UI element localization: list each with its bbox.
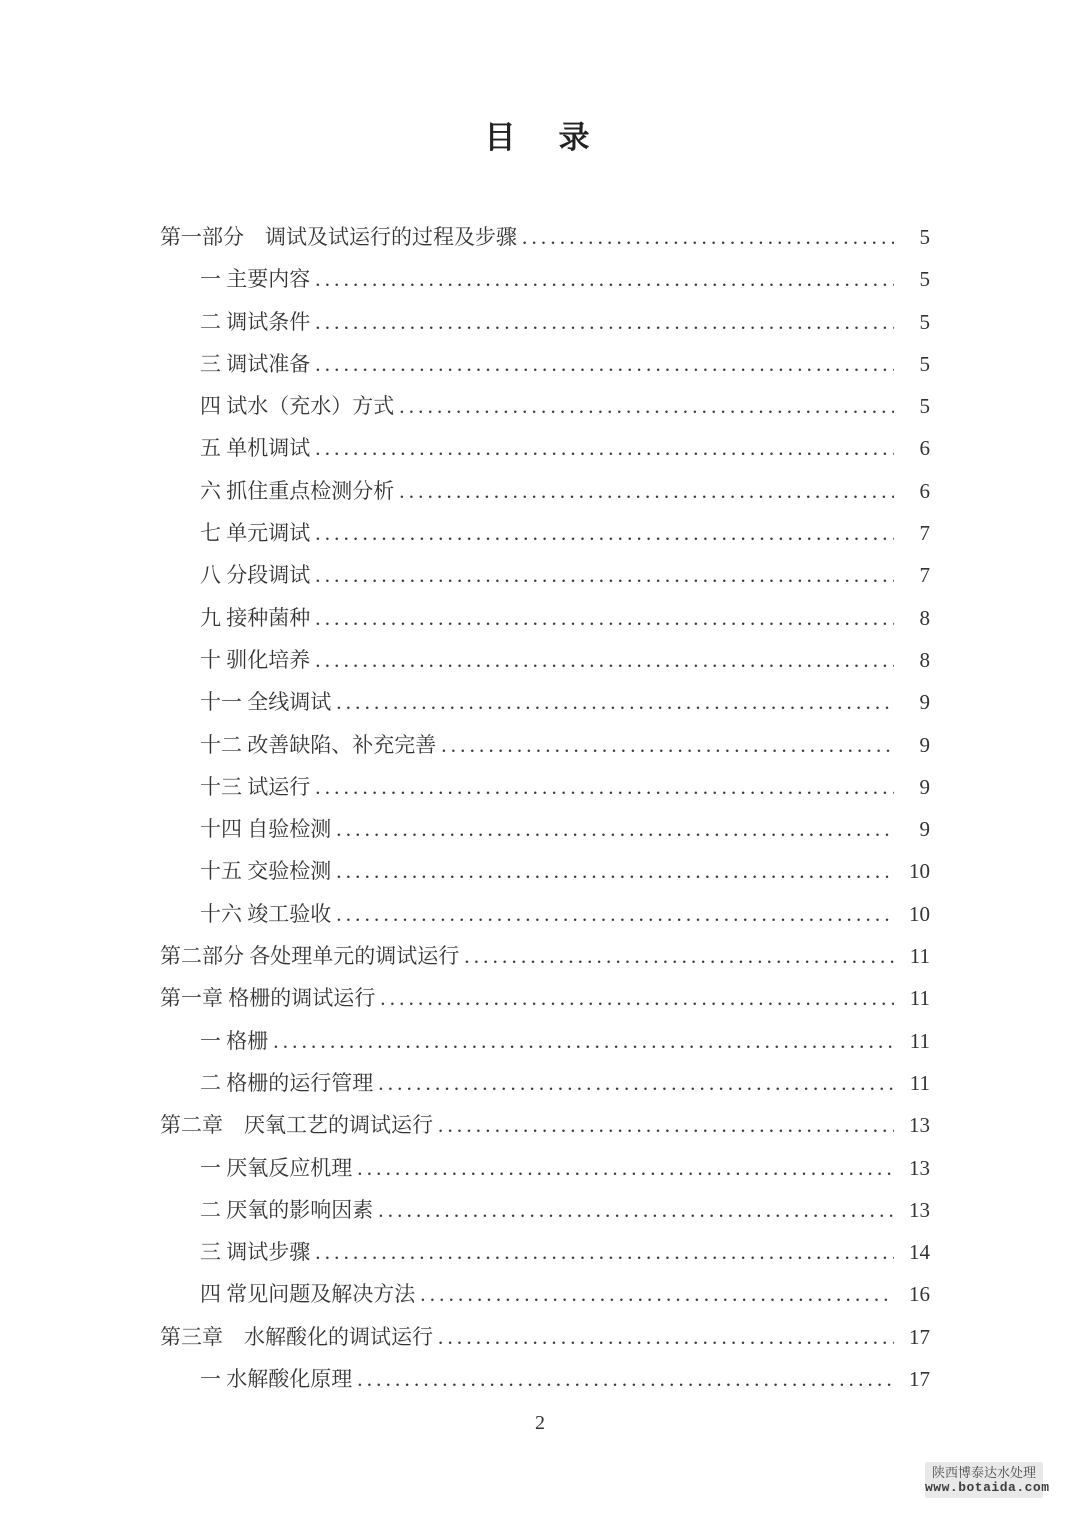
toc-entry: [160, 893, 930, 935]
toc-entry: [160, 724, 930, 766]
toc-entry: [160, 1104, 930, 1146]
toc-leader-dots: [336, 850, 894, 892]
toc-entry-label: 十四 自验检测: [200, 817, 332, 842]
toc-page-number: 9: [919, 690, 930, 715]
toc-leader-dots: [399, 470, 894, 512]
toc-leader-dots: [315, 639, 894, 681]
toc-entry: [160, 808, 930, 850]
toc-entry-label: 一 格栅: [200, 1028, 269, 1053]
toc-page-number: 17: [909, 1324, 930, 1349]
toc-entry: [160, 216, 930, 258]
toc-page-number: 7: [919, 521, 930, 546]
toc-entry: [160, 1358, 930, 1400]
toc-leader-dots: [336, 808, 894, 850]
toc-entry: [160, 301, 930, 343]
toc-entry: [160, 427, 930, 469]
toc-entry: [160, 385, 930, 427]
page-title: 目 录: [484, 120, 596, 155]
toc-entry-label: 四 常见问题及解决方法: [200, 1282, 416, 1307]
toc-leader-dots: [420, 1273, 894, 1315]
toc-page-number: 13: [909, 1197, 930, 1222]
toc-entry-label: 十六 竣工验收: [200, 901, 332, 926]
toc-entry-label: 二 格栅的运行管理: [200, 1070, 374, 1095]
toc-entry-label: 十三 试运行: [200, 774, 311, 799]
watermark-company: 陕西博泰达水处理: [931, 1465, 1036, 1480]
toc-entry-label: 第二章 厌氧工艺的调试运行: [160, 1113, 433, 1138]
toc-entry-label: 九 接种菌种: [200, 605, 311, 630]
toc-leader-dots: [315, 343, 894, 385]
toc-leader-dots: [522, 216, 894, 258]
toc-page-number: 9: [919, 774, 930, 799]
toc-leader-dots: [315, 554, 894, 596]
toc-entry: [160, 1189, 930, 1231]
toc-leader-dots: [378, 1189, 894, 1231]
toc-page-number: 7: [919, 563, 930, 588]
toc-entry-label: 十二 改善缺陷、补充完善: [200, 732, 437, 757]
toc-leader-dots: [315, 766, 894, 808]
toc-page-number: 6: [919, 478, 930, 503]
toc-page-number: 5: [919, 309, 930, 334]
toc-leader-dots: [438, 1316, 894, 1358]
toc-leader-dots: [315, 301, 894, 343]
toc-leader-dots: [357, 1147, 894, 1189]
toc-leader-dots: [399, 385, 894, 427]
toc-page-number: 8: [919, 647, 930, 672]
toc-leader-dots: [441, 724, 894, 766]
toc-entry: [160, 1273, 930, 1315]
toc-leader-dots: [380, 977, 894, 1019]
watermark-url: www.botaida.com: [925, 1480, 1050, 1495]
toc-entry: [160, 935, 930, 977]
toc-leader-dots: [315, 597, 894, 639]
toc-leader-dots: [336, 681, 894, 723]
watermark: [925, 1462, 1050, 1498]
toc-page-number: 5: [919, 394, 930, 419]
toc-leader-dots: [464, 935, 894, 977]
toc-list: [160, 216, 930, 1400]
toc-entry-label: 十 驯化培养: [200, 647, 311, 672]
toc-entry-label: 七 单元调试: [200, 521, 311, 546]
toc-page-number: 11: [909, 944, 930, 969]
toc-entry-label: 三 调试准备: [200, 351, 311, 376]
toc-entry: [160, 1316, 930, 1358]
toc-leader-dots: [336, 893, 894, 935]
toc-page-number: 8: [919, 605, 930, 630]
toc-entry: [160, 470, 930, 512]
toc-page-number: 10: [909, 901, 930, 926]
toc-page-number: 9: [919, 732, 930, 757]
toc-leader-dots: [315, 512, 894, 554]
toc-entry: [160, 850, 930, 892]
toc-entry-label: 一 厌氧反应机理: [200, 1155, 353, 1180]
toc-entry-label: 第二部分 各处理单元的调试运行: [160, 944, 460, 969]
toc-entry: [160, 343, 930, 385]
toc-entry-label: 第一部分 调试及试运行的过程及步骤: [160, 225, 517, 249]
toc-page-number: 5: [919, 225, 930, 249]
toc-entry-label: 一 水解酸化原理: [200, 1367, 353, 1392]
toc-leader-dots: [357, 1358, 894, 1400]
toc-entry-label: 二 厌氧的影响因素: [200, 1197, 374, 1222]
toc-entry: [160, 1062, 930, 1104]
toc-leader-dots: [315, 258, 894, 300]
toc-entry: [160, 597, 930, 639]
toc-entry: [160, 1231, 930, 1273]
toc-entry-label: 三 调试步骤: [200, 1240, 311, 1265]
toc-entry-label: 二 调试条件: [200, 309, 311, 334]
toc-page-number: 10: [909, 859, 930, 884]
toc-entry-label: 十一 全线调试: [200, 690, 332, 715]
toc-entry: [160, 1147, 930, 1189]
toc-leader-dots: [315, 427, 894, 469]
toc-leader-dots: [378, 1062, 894, 1104]
page-number: 2: [535, 1412, 545, 1435]
toc-entry: [160, 512, 930, 554]
toc-entry: [160, 1020, 930, 1062]
toc-entry-label: 六 抓住重点检测分析: [200, 478, 395, 503]
toc-page-number: 11: [909, 1070, 930, 1095]
toc-page-number: 5: [919, 267, 930, 292]
toc-entry-label: 四 试水（充水）方式: [200, 394, 395, 419]
toc-page-number: 17: [909, 1367, 930, 1392]
toc-page-number: 6: [919, 436, 930, 461]
toc-entry: [160, 681, 930, 723]
toc-entry: [160, 977, 930, 1019]
toc-page-number: 11: [909, 986, 930, 1011]
toc-entry-label: 一 主要内容: [200, 267, 311, 292]
toc-entry-label: 十五 交验检测: [200, 859, 332, 884]
toc-leader-dots: [273, 1020, 894, 1062]
toc-entry: [160, 639, 930, 681]
toc-leader-dots: [438, 1104, 894, 1146]
toc-entry-label: 五 单机调试: [200, 436, 311, 461]
toc-entry-label: 八 分段调试: [200, 563, 311, 588]
toc-page-number: 14: [909, 1240, 930, 1265]
toc-entry: [160, 554, 930, 596]
toc-page-number: 11: [909, 1028, 930, 1053]
toc-entry-label: 第一章 格栅的调试运行: [160, 986, 376, 1011]
toc-page-number: 16: [909, 1282, 930, 1307]
toc-page-number: 13: [909, 1155, 930, 1180]
toc-page-number: 13: [909, 1113, 930, 1138]
toc-entry: [160, 766, 930, 808]
toc-entry: [160, 258, 930, 300]
toc-page-number: 9: [919, 817, 930, 842]
toc-page-number: 5: [919, 351, 930, 376]
toc-leader-dots: [315, 1231, 894, 1273]
toc-entry-label: 第三章 水解酸化的调试运行: [160, 1324, 433, 1349]
